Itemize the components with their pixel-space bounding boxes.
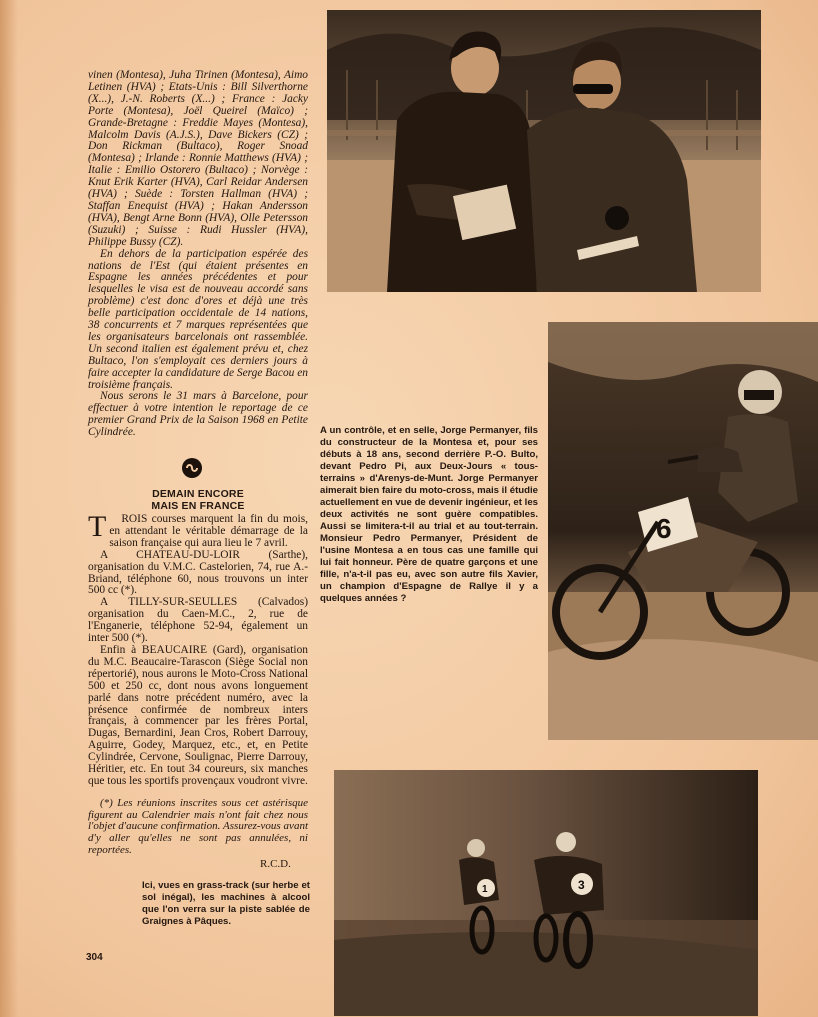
article-column-continuation [88, 70, 308, 439]
page-number: 304 [86, 952, 103, 963]
section-heading [88, 488, 308, 512]
france-races-article [88, 510, 308, 788]
chateau-du-loir-paragraph: A CHATEAU-DU-LOIR (Sarthe), organisation du V.M.C. Castelorien, 74, rue A.-Briand, téléphone 60, nous trouvons un inter 500 cc (*). [88, 548, 308, 597]
intro-paragraph [88, 510, 308, 550]
beaucaire-paragraph: Enfin à BEAUCAIRE (Gard), organisation du M.C. Beaucaire-Tarascon (Siège Social non répertorié), nous aurons le Moto-Cross National 500 et 250 cc, dont nous avons longuement parlé dans notre précédent numéro, avec la présence confirmée de nombreux inters français, à commencer par les frères Portal, Dugas, Bernardini, Jean Cros, Robert Darrouy, Aguirre, Godey, Marquez, etc., et, en Petite Cylindrée, Cervone, Soulignac, Pierre Darrouy, Héritier, etc. En tout 34 coureurs, six manches que tous les sportifs provençaux voudront vivre. [88, 643, 308, 787]
riders-list-paragraph: vinen (Montesa), Juha Tirinen (Montesa), Aimo Letinen (HVA) ; Etats-Unis : Bill Silverthorne (X...), J.-N. Roberts (X...) ; France : Jacky Porte (Montesa), Joël Queirel (Maïco) ; Grande-Bretagne : Freddie Mayes (Montesa), Malcolm Davis (A.J.S.), Dave Bickers (CZ) ; Don Rickman (Bultaco), Roger Snoad (Montesa) ; Irlande : Ronnie Matthews (HVA) ; Italie : Emilio Ostorero (Bultaco) ; Norvège : Knut Erik Karter (HVA), Carl Reidar Andersen (HVA) ; Suède : Torsten Hallman (HVA) ; Staffan Enequist (HVA) ; Hakan Andersson (HVA), Bengt Arne Bonn (HVA), Olle Petersson (Suzuki) ; Suisse : Rudi Hussler (HVA), Philippe Bussy (CZ). [88, 69, 308, 248]
intro-text: ROIS courses marquent la fin du mois, en attendant le véritable démarrage de la saison française qui aura lieu le 7 avril. [109, 513, 308, 549]
rider-2-number: 3 [578, 878, 585, 892]
footnote-text: (*) Les réunions inscrites sous cet astérisque figurent au Calendrier mais n'ont fait chez nous l'objet d'aucune confirmation. Assurez-vous avant d'y aller qu'elles ne sont pas annulées, ni reportées. [88, 797, 308, 856]
permanyer-caption: A un contrôle, et en selle, Jorge Permanyer, fils du constructeur de la Montesa et, pour ses débuts à 18 ans, second derrière P.-O. Bulto, devant Pedro Pi, aux Deux-Jours « tous-terrains » d'Arenys-de-Munt. Jorge Permanyer aimerait bien faire du moto-cross, mais il étudie actuellement en vue de devenir ingénieur, et les deux activités ne sont guère compatibles. Aussi se limitera-t-il au trial et au tout-terrain. Monsieur Pedro Permanyer, Président de l'usine Montesa a en tous cas une famille qui lui fait honneur. Père de quatre garçons et une fille, n'a-t-il pas eu, avec son autre fils Xavier, un champion d'Espagne de Rallye il y a quelques années ? [320, 425, 538, 604]
section-heading-line2: MAIS EN FRANCE [151, 500, 245, 512]
barcelona-paragraph: Nous serons le 31 mars à Barcelone, pour effectuer à votre intention le reportage de ce premier Grand Prix de la Saison 1968 en Petite Cylindrée. [88, 390, 308, 439]
section-heading-line1: DEMAIN ENCORE [152, 488, 244, 500]
photo-rider-number-6 [548, 322, 818, 740]
bike-number-plate: 6 [656, 513, 672, 544]
grass-track-caption: Ici, vues en grass-track (sur herbe et sol inégal), les machines à alcool que l'on verra sur la piste sablée de Graignes à Pâques. [142, 880, 310, 927]
photo-grass-track [334, 770, 758, 1016]
rider-1-number: 1 [482, 884, 488, 895]
participation-paragraph: En dehors de la participation espérée des nations de l'Est (qui étaient présentes en Espagne les années précédentes et pour lesquelles le visa est de nouveau accordé sans problème) c'est donc d'ores et déjà une très belle participation occidentale de 14 nations, 38 concurrents et 7 marques représentées que les organisateurs barcelonais ont rassemblée. Un second italien est également prévu et, chez Bultaco, l'on s'employait ces derniers jours à faire accepter la candidature de Serge Bacou en troisième français. [88, 247, 308, 391]
author-signature: R.C.D. [260, 858, 291, 870]
tilly-sur-seulles-paragraph: A TILLY-SUR-SEULLES (Calvados) organisation du Caen-M.C., 2, rue de l'Enganerie, téléphone 52-94, également un inter 500 (*). [88, 596, 308, 645]
drop-cap: T [88, 510, 107, 543]
page-edge-shadow [0, 0, 18, 1017]
footnote [88, 798, 308, 857]
section-ornament-icon [182, 458, 202, 478]
photo-checkpoint [327, 10, 761, 292]
